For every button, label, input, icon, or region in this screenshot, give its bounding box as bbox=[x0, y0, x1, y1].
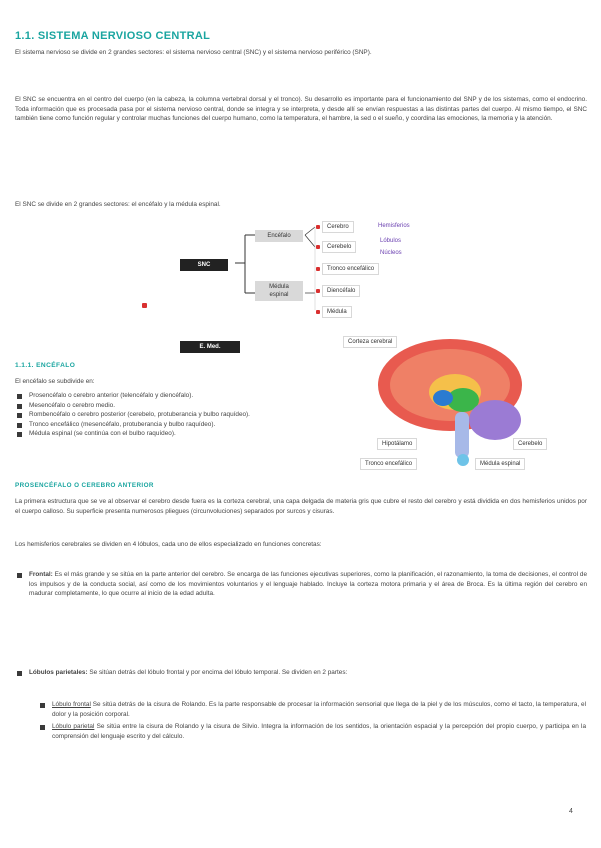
lobe-text: Se sitúan detrás del lóbulo frontal y por encima del lóbulo temporal. Se dividen en 2 partes: bbox=[89, 669, 348, 676]
list-item: Mesencéfalo o cerebro medio. bbox=[15, 401, 345, 411]
lobes-list bbox=[15, 570, 587, 599]
diagram-bottom-box: E. Med. bbox=[180, 341, 240, 353]
parietal-sublist bbox=[38, 700, 586, 741]
diagram-bullet bbox=[316, 267, 320, 271]
snc-paragraph: El SNC se encuentra en el centro del cuerpo (en la cabeza, la columna vertebral dorsal y el tronco). Su desarrollo es importante para el funcionamiento del SNP y de los sistemas, como el endocrino. Toda información que es procesada pasa por el sistema nervioso central, donde se integra y se interpreta, y desde allí se envían respuestas a las distintas partes del cuerpo. Al mismo tiempo, el SNC también tiene como función regular y controlar muchas funciones del cuerpo humano, como la temperatura, el hambre, la sed o el sueño, y coordina las emociones, la memoria y la atención. bbox=[15, 96, 587, 123]
diagram-marker bbox=[142, 303, 147, 308]
sublist-item bbox=[38, 722, 586, 741]
lobe-item-frontal bbox=[15, 570, 587, 599]
brain-label-bottom-right: Médula espinal bbox=[475, 458, 525, 470]
section-heading: 1.1. SISTEMA NERVIOSO CENTRAL bbox=[15, 30, 211, 42]
diagram-item: Diencéfalo bbox=[322, 285, 360, 297]
diagram-bullet bbox=[316, 245, 320, 249]
diagram-violet-label: Hemisferios bbox=[378, 223, 410, 229]
brain-label-left: Hipotálamo bbox=[377, 438, 417, 450]
list-item: Tronco encefálico (mesencéfalo, protuberancia y bulbo raquídeo). bbox=[15, 420, 345, 430]
diagram-encefalo-box: Encéfalo bbox=[255, 230, 303, 242]
brain-label-right: Cerebelo bbox=[513, 438, 547, 450]
brain-illustration bbox=[348, 330, 555, 472]
page-number: 4 bbox=[569, 808, 573, 815]
lobe-item-parietal bbox=[15, 668, 587, 678]
intro-paragraph: El sistema nervioso se divide en 2 grandes sectores: el sistema nervioso central (SNC) y el sistema nervioso periférico (SNP). bbox=[15, 49, 372, 56]
lobe-name: Frontal: bbox=[29, 571, 53, 578]
sublist-term: Lóbulo frontal bbox=[52, 701, 91, 708]
sublist-term: Lóbulo parietal bbox=[52, 723, 95, 731]
diagram-violet-label: Núcleos bbox=[380, 250, 402, 256]
lobe-name: Lóbulos parietales: bbox=[29, 669, 88, 676]
diagram-root-box: SNC bbox=[180, 259, 228, 271]
sublist-text: Se sitúa detrás de la cisura de Rolando. Es la parte responsable de procesar la información sensorial que llega de la piel y de los músculos, como el tacto, la temperatura, el dolor y la posición corporal. bbox=[52, 701, 586, 718]
lobes-list-2 bbox=[15, 668, 587, 678]
diagram-bullet bbox=[316, 225, 320, 229]
brain-drawing bbox=[355, 330, 555, 472]
diagram-item: Médula bbox=[322, 306, 352, 318]
prosencefalo-paragraph: La primera estructura que se ve al observar el cerebro desde fuera es la corteza cerebral, una capa delgada de materia gris que cubre el resto del cerebro y está dividida en dos hemisferios unidos por el cuerpo calloso. Su superficie presenta numerosos pliegues (circunvoluciones) separados por surcos y cisuras. bbox=[15, 498, 587, 515]
snc-division-paragraph: El SNC se divide en 2 grandes sectores: el encéfalo y la médula espinal. bbox=[15, 201, 221, 208]
list-item: Prosencéfalo o cerebro anterior (telencéfalo y diencéfalo). bbox=[15, 391, 345, 401]
sublist-item bbox=[38, 700, 586, 719]
brain-label-top: Corteza cerebral bbox=[343, 336, 397, 348]
list-item: Médula espinal (se continúa con el bulbo raquídeo). bbox=[15, 429, 345, 439]
diagram-violet-label: Lóbulos bbox=[380, 238, 402, 244]
subsection-heading-encefalo: 1.1.1. ENCÉFALO bbox=[15, 362, 76, 369]
encefalo-list bbox=[15, 391, 345, 439]
diagram-item: Cerebelo bbox=[322, 241, 356, 253]
diagram-item: Tronco encefálico bbox=[322, 263, 379, 275]
subsection-heading-prosencefalo: PROSENCÉFALO O CEREBRO ANTERIOR bbox=[15, 482, 154, 489]
list-item: Rombencéfalo o cerebro posterior (cerebelo, protuberancia y bulbo raquídeo). bbox=[15, 410, 345, 420]
diagram-bullet bbox=[316, 289, 320, 293]
diagram-bullet bbox=[316, 310, 320, 314]
lobe-text: Es el más grande y se sitúa en la parte anterior del cerebro. Se encarga de las funciones ejecutivas superiores, como la planificación, el razonamiento, la toma de decisiones, el control de los impulsos y de la conducta social, así como de los movimientos voluntarios y el lenguaje hablado. Incluye la corteza motora primaria y el área de Broca. Es la última región del cerebro en madurar completamente, lo que ocurre al inicio de la edad adulta. bbox=[29, 571, 587, 598]
sublist-text: Se sitúa entre la cisura de Rolando y la cisura de Silvio. Integra la información de los sentidos, la orientación espacial y la percepción del propio cuerpo, y participa en la comprensión del lenguaje escrito y del cálculo. bbox=[52, 723, 587, 740]
lobes-intro-paragraph: Los hemisferios cerebrales se dividen en 4 lóbulos, cada uno de ellos especializado en funciones concretas: bbox=[15, 541, 322, 548]
diagram-medula-box: Médula espinal bbox=[255, 281, 303, 301]
encefalo-intro: El encéfalo se subdivide en: bbox=[15, 378, 95, 385]
diagram-item: Cerebro bbox=[322, 221, 354, 233]
brain-label-bottom-left: Tronco encefálico bbox=[360, 458, 417, 470]
